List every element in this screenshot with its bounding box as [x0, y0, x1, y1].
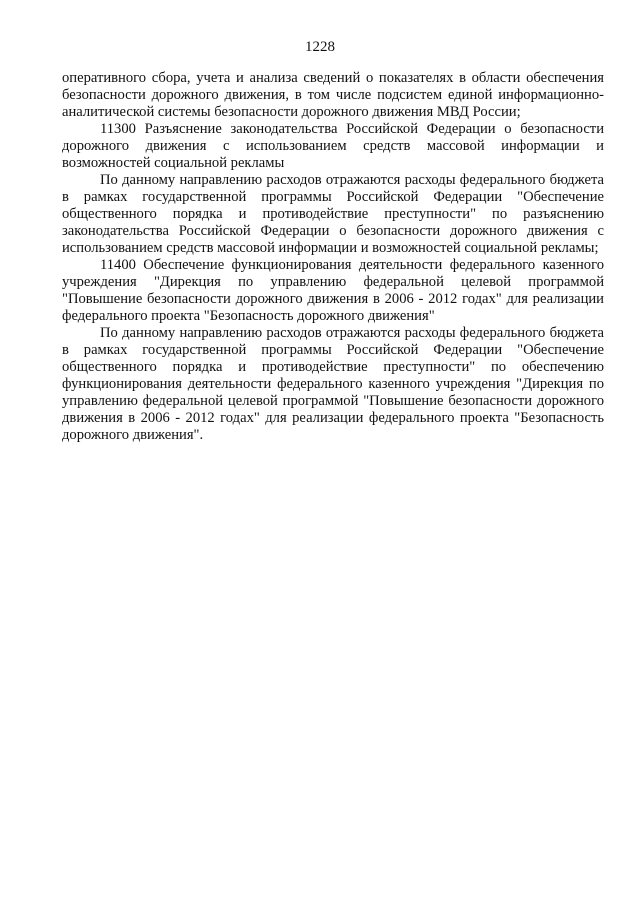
paragraph-11400-description: По данному направлению расходов отражаются расходы федерального бюджета в рамках государственной программы Российской Федерации "Обеспечение общественного порядка и противодействие преступности" по обеспечению функционирования деятельности федерального казенного учреждения "Дирекция по управлению федеральной целевой программой "Повышение безопасности дорожного движения в 2006 - 2012 годах" для реализации федерального проекта "Безопасность дорожного движения". [62, 325, 604, 443]
page-number: 1228 [305, 39, 335, 55]
paragraph-11300-heading: 11300 Разъяснение законодательства Российской Федерации о безопасности дорожного движения с использованием средств массовой информации и возможностей социальной рекламы [62, 121, 604, 171]
document-body [62, 70, 604, 444]
paragraph-11300-description: По данному направлению расходов отражаются расходы федерального бюджета в рамках государственной программы Российской Федерации "Обеспечение общественного порядка и противодействие преступности" по разъяснению законодательства Российской Федерации о безопасности дорожного движения с использованием средств массовой информации и возможностей социальной рекламы; [62, 172, 604, 256]
paragraph-11400-heading: 11400 Обеспечение функционирования деятельности федерального казенного учреждения "Дирекция по управлению федеральной целевой программой "Повышение безопасности дорожного движения в 2006 - 2012 годах" для реализации федерального проекта "Безопасность дорожного движения" [62, 257, 604, 324]
paragraph-continuation: оперативного сбора, учета и анализа сведений о показателях в области обеспечения безопасности дорожного движения, в том числе подсистем единой информационно-аналитической системы безопасности дорожного движения МВД России; [62, 70, 604, 120]
